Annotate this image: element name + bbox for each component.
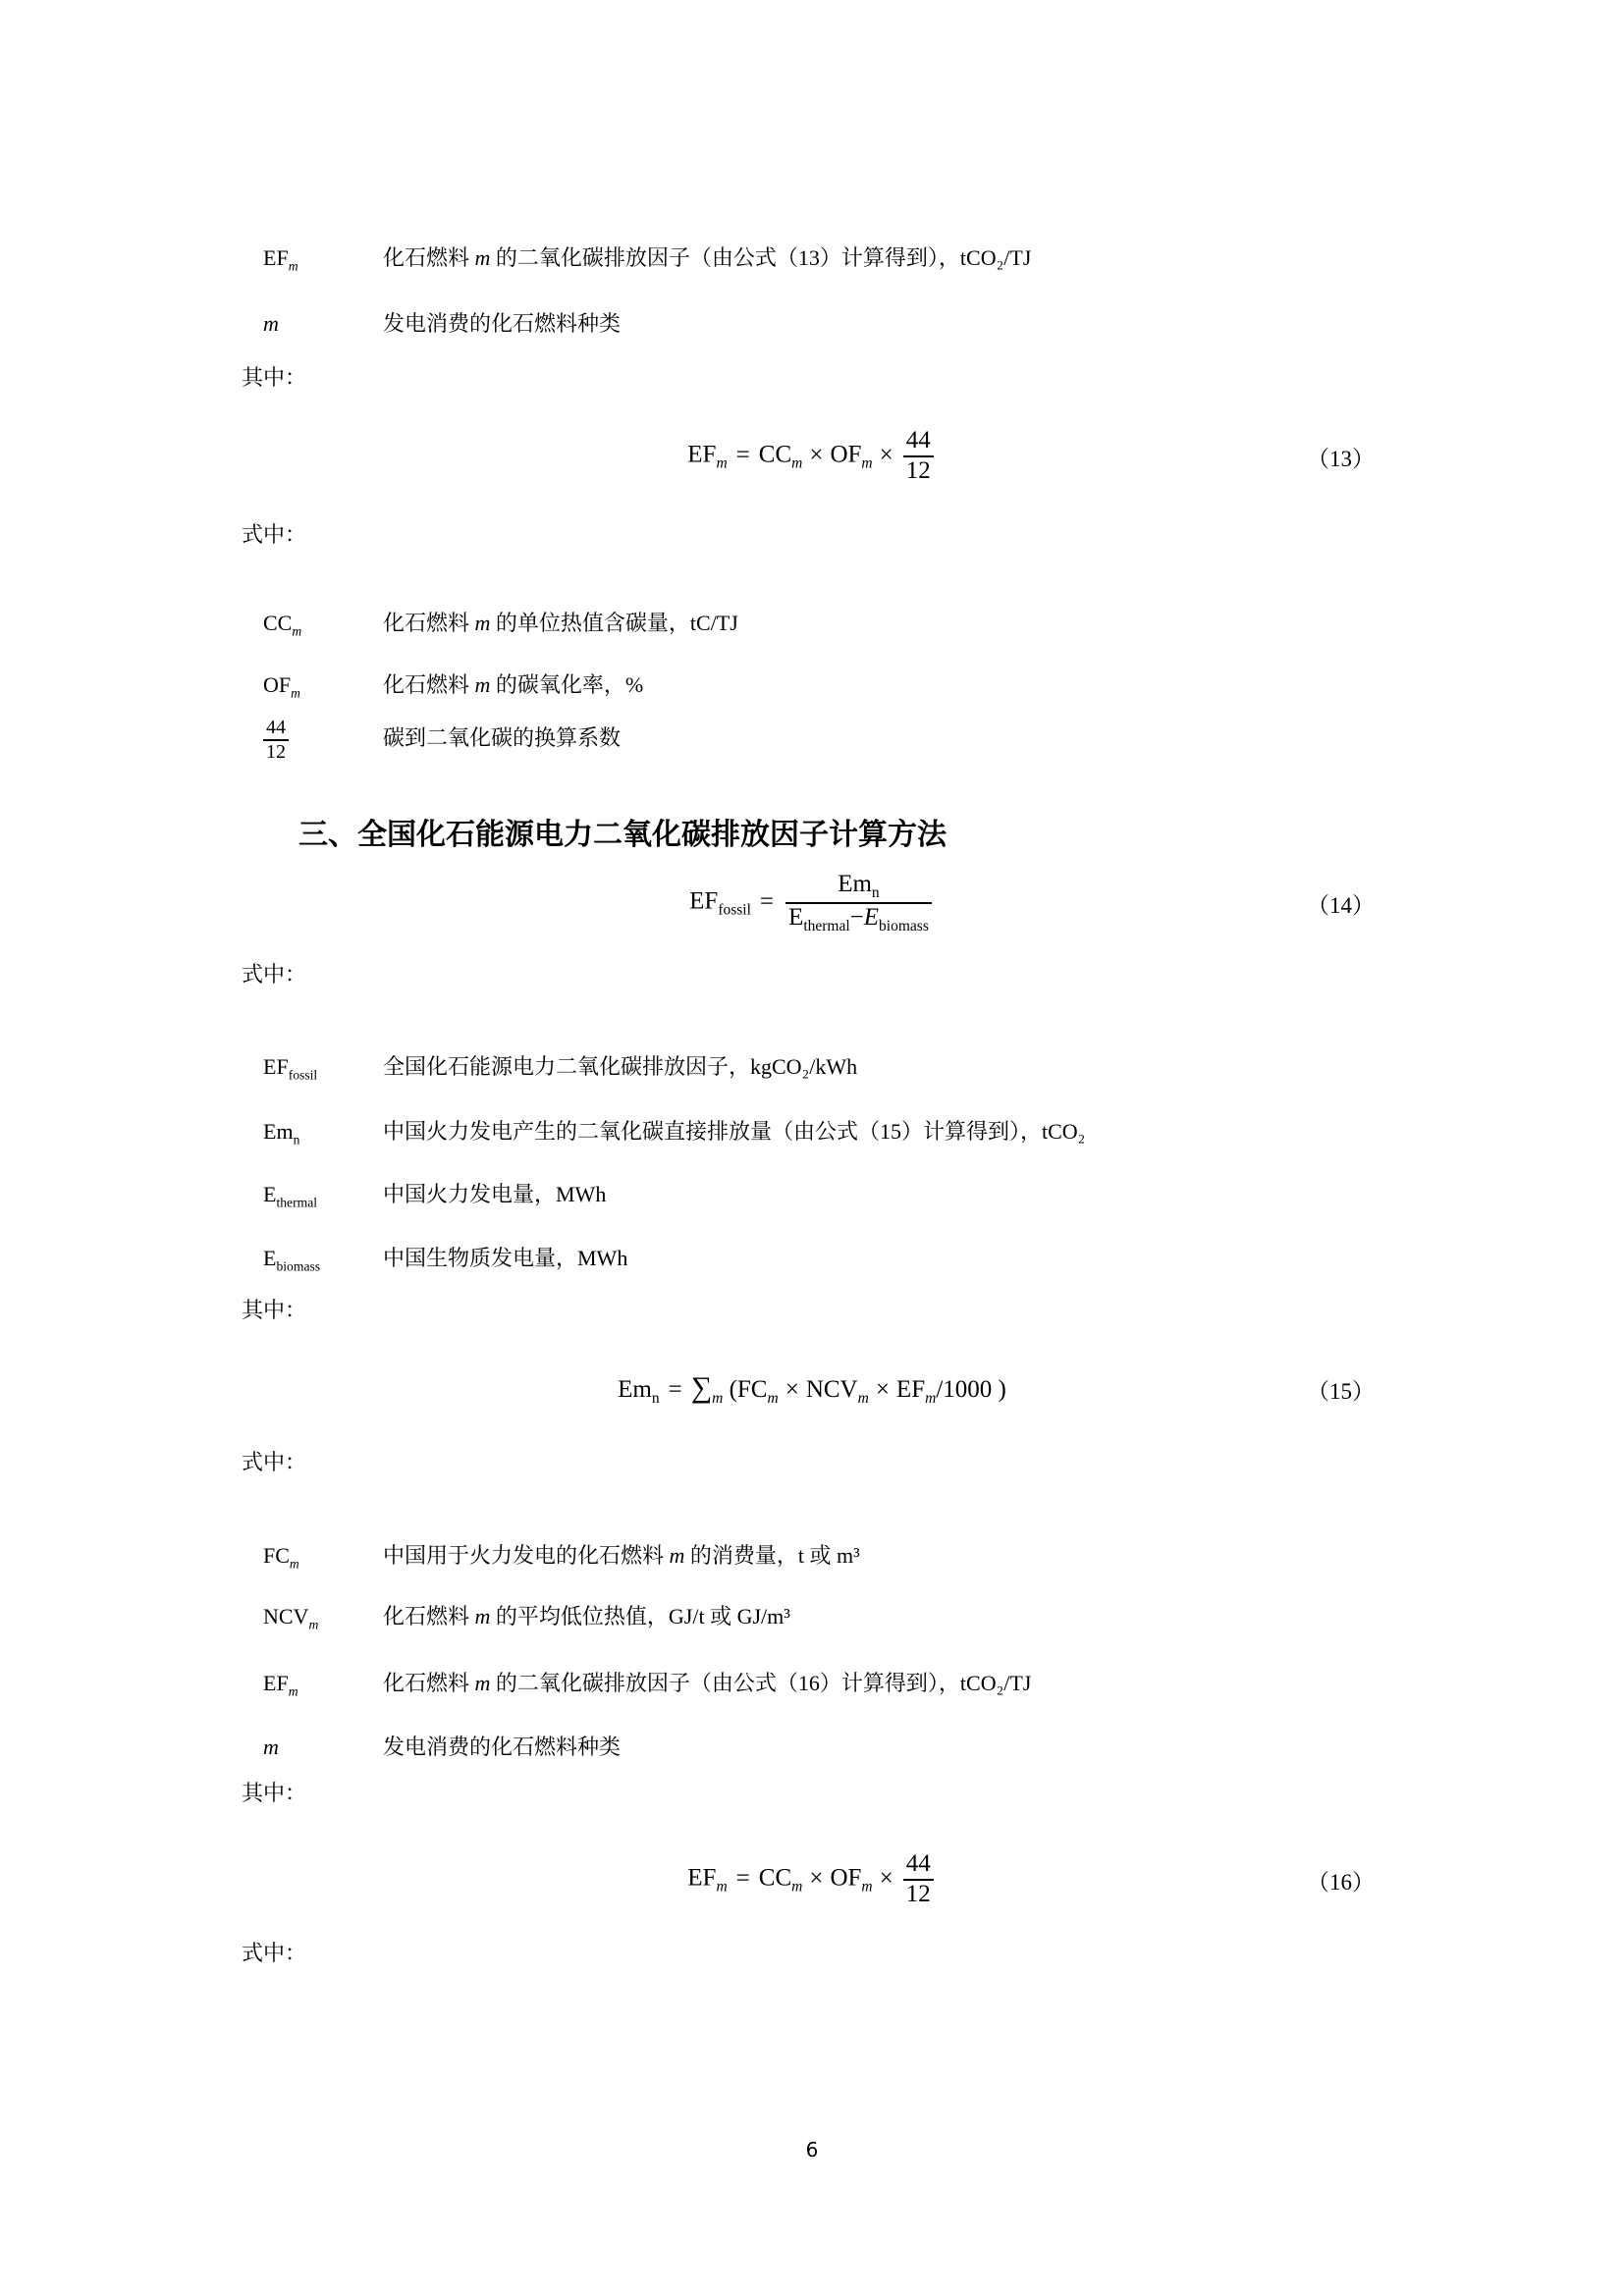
- page-number: 6: [805, 2138, 819, 2162]
- term-definition: 中国用于火力发电的化石燃料 m 的消费量，t 或 m³: [383, 1543, 860, 1568]
- term-symbol: $EF_m$: [263, 1671, 298, 1699]
- definition-row: [242, 280, 621, 368]
- term-definition: 化石燃料 m 的二氧化碳排放因子（由公式（16）计算得到），tCO₂/TJ: [383, 1671, 1032, 1695]
- term-symbol: $FC_m$: [263, 1543, 299, 1572]
- term-definition: 中国火力发电量，MWh: [383, 1182, 607, 1206]
- term-definition: 碳到二氧化碳的换算系数: [383, 725, 622, 751]
- term-definition: 全国化石能源电力二氧化碳排放因子，kgCO₂/kWh: [383, 1054, 858, 1079]
- term-symbol: $OF_m$: [263, 672, 300, 701]
- formula-13: [0, 407, 1624, 506]
- term-definition: 化石燃料 m 的单位热值含碳量，tC/TJ: [383, 611, 738, 635]
- among-label: 其中：: [242, 1298, 307, 1322]
- formula-number: （15）: [1307, 1378, 1375, 1404]
- formula-number: （14）: [1307, 892, 1375, 918]
- term-definition: 中国生物质发电量，MWh: [383, 1246, 628, 1270]
- term-symbol: m: [263, 311, 279, 336]
- term-symbol: $EF_m$: [263, 245, 298, 274]
- formula-15: [0, 1360, 1624, 1418]
- formula-number: （16）: [1307, 1869, 1375, 1895]
- term-symbol: $E_{thermal}$: [263, 1182, 318, 1210]
- section-heading: 三、全国化石能源电力二氧化碳排放因子计算方法: [298, 819, 947, 851]
- formula-expression: $EF_{fossil}$ = $\frac{Em_n}{E_{thermal}-E_{biomass}}$: [689, 871, 935, 935]
- term-definition: 发电消费的化石燃料种类: [383, 311, 622, 336]
- definition-row: [242, 687, 621, 793]
- term-definition: 发电消费的化石燃料种类: [383, 1735, 622, 1759]
- formula-expression: $Em_n = \sum_m$ ($FC_m \times NCV_m \times EF_m/1000$ ): [618, 1370, 1006, 1407]
- term-definition: 中国火力发电产生的二氧化碳直接排放量（由公式（15）计算得到），tCO₂: [383, 1119, 1086, 1144]
- formula-16: [0, 1831, 1624, 1929]
- term-definition: 化石燃料 m 的二氧化碳排放因子（由公式（13）计算得到），tCO₂/TJ: [383, 245, 1032, 270]
- term-definition: 化石燃料 m 的平均低位热值，GJ/t 或 GJ/m³: [383, 1604, 790, 1629]
- term-symbol: $E_{biomass}$: [263, 1246, 321, 1274]
- formula-expression: $EF_m = CC_m \times OF_m$ × $\frac{44}{12}$: [687, 427, 936, 486]
- term-symbol: $EF_{fossil}$: [263, 1054, 318, 1083]
- among-label: 其中：: [242, 365, 307, 390]
- among-label: 其中：: [242, 1781, 307, 1805]
- formula-where-label: 式中：: [242, 1450, 307, 1474]
- term-symbol: $\frac{44}{12}$: [263, 717, 383, 764]
- formula-number: （13）: [1307, 446, 1375, 471]
- term-definition: 化石燃料 m 的碳氧化率，%: [383, 672, 644, 697]
- formula-where-label: 式中：: [242, 1941, 307, 1965]
- formula-14: [0, 859, 1624, 947]
- formula-expression: $EF_m = CC_m \times OF_m$ × $\frac{44}{12}$: [687, 1850, 936, 1909]
- formula-where-label: 式中：: [242, 962, 307, 987]
- term-symbol: $CC_m$: [263, 611, 302, 639]
- term-symbol: $Em_n$: [263, 1119, 300, 1148]
- term-symbol: m: [263, 1735, 279, 1759]
- formula-where-label: 式中：: [242, 522, 307, 547]
- term-symbol: $NCV_m$: [263, 1604, 319, 1632]
